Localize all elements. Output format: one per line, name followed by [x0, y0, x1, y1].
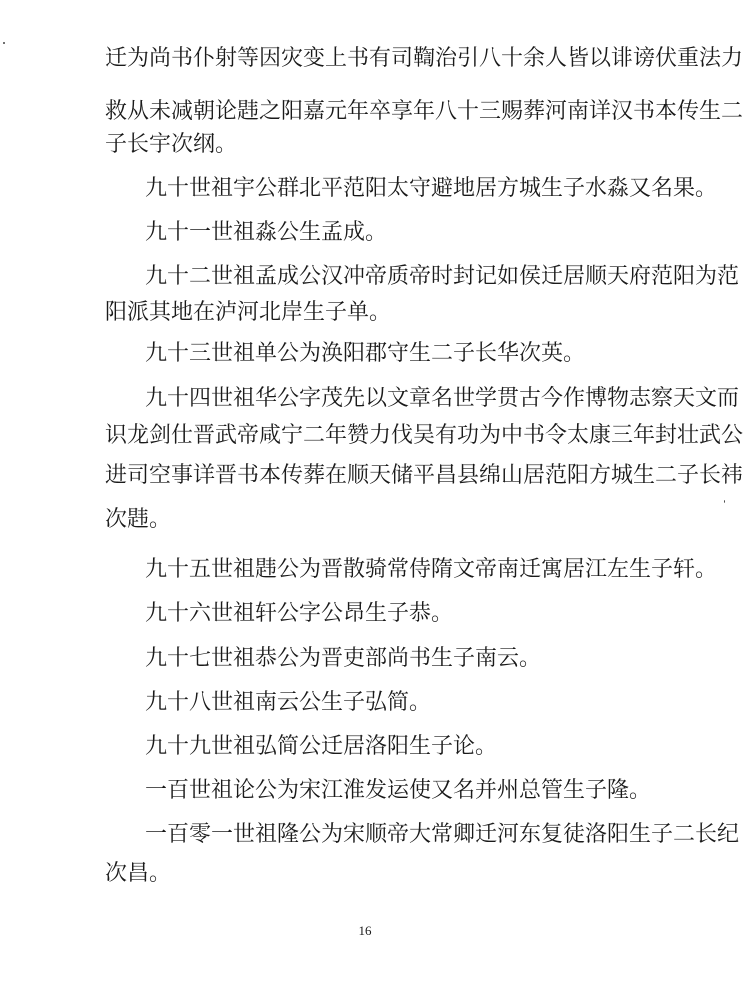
- text-line-17: 九十九世祖弘简公迁居洛阳生子论。: [145, 734, 498, 759]
- text-line-7: 阳派其地在泸河北岸生子单。: [105, 300, 392, 325]
- text-line-10: 识龙剑仕晋武帝咸宁二年赞力伐吴有功为中书令太康三年封壮武公: [105, 423, 743, 448]
- scan-speck: [724, 500, 725, 503]
- text-line-18: 一百世祖论公为宋江淮发运使又名并州总管生子隆。: [145, 778, 652, 803]
- text-line-9: 九十四世祖华公字茂先以文章名世学贯古今作博物志察天文而: [145, 386, 740, 411]
- text-line-8: 九十三世祖单公为涣阳郡守生二子长华次英。: [145, 341, 586, 366]
- text-line-20: 次昌。: [105, 861, 172, 886]
- scan-speck: [3, 42, 5, 44]
- text-line-19: 一百零一世祖隆公为宋顺帝大常卿迁河东复徒洛阳生子二长纪: [145, 822, 740, 847]
- text-line-1: 迁为尚书仆射等因灾变上书有司鞫治引八十余人皆以诽谤伏重法力: [105, 46, 743, 71]
- text-line-2: 救从未减朝论韪之阳嘉元年卒享年八十三赐葬河南详汉书本传生二: [105, 99, 743, 124]
- text-line-12: 次韪。: [105, 507, 172, 532]
- text-line-4: 九十世祖宇公群北平范阳太守避地居方城生子水淼又名果。: [145, 176, 718, 201]
- page-number: 16: [358, 923, 372, 938]
- text-line-11: 进司空事详晋书本传葬在顺天储平昌县绵山居范阳方城生二子长祎: [105, 463, 743, 488]
- text-line-5: 九十一世祖淼公生孟成。: [145, 220, 388, 245]
- text-line-3: 子长宇次纲。: [105, 132, 238, 157]
- text-line-14: 九十六世祖轩公字公昂生子恭。: [145, 601, 454, 626]
- text-line-6: 九十二世祖孟成公汉冲帝质帝时封记如侯迁居顺天府范阳为范: [145, 264, 740, 289]
- text-line-13: 九十五世祖韪公为晋散骑常侍隋文帝南迁寓居江左生子轩。: [145, 557, 718, 582]
- text-line-16: 九十八世祖南云公生子弘简。: [145, 690, 432, 715]
- text-line-15: 九十七世祖恭公为晋吏部尚书生子南云。: [145, 646, 542, 671]
